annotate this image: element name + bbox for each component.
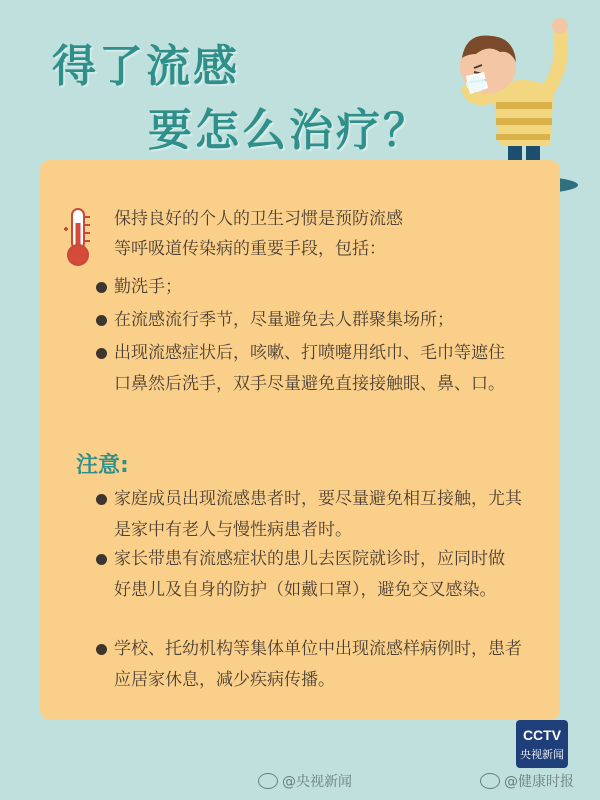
measure-item bbox=[96, 305, 526, 336]
measure-text: 勤洗手； bbox=[114, 277, 182, 297]
intro-line2: 等呼吸道传染病的重要手段，包括： bbox=[114, 239, 386, 259]
page-title-line2: 要怎么治疗？ bbox=[148, 105, 430, 156]
notice-text: 家长带患有流感症状的患儿去医院就诊时，应同时做好患儿及自身的防护（如戴口罩），避免交叉感染。 bbox=[114, 549, 505, 600]
bullet-dot bbox=[96, 554, 107, 565]
weibo-icon bbox=[258, 773, 278, 789]
notice-text: 家庭成员出现流感患者时，要尽量避免相互接触，尤其是家中有老人与慢性病患者时。 bbox=[114, 489, 522, 540]
watermark-right-text: @健康时报 bbox=[504, 774, 574, 790]
notice-item bbox=[96, 544, 516, 606]
measure-item bbox=[96, 272, 516, 303]
measure-item bbox=[96, 338, 516, 400]
cctv-logo bbox=[516, 720, 568, 768]
bullet-dot bbox=[96, 282, 107, 293]
bullet-dot bbox=[96, 348, 107, 359]
watermark-right bbox=[480, 771, 574, 791]
bullet-dot bbox=[96, 644, 107, 655]
notice-text: 学校、托幼机构等集体单位中出现流感样病例时，患者应居家休息，减少疾病传播。 bbox=[114, 639, 522, 690]
watermark-left bbox=[258, 771, 352, 791]
notice-item bbox=[96, 634, 524, 696]
watermark-left-text: @央视新闻 bbox=[282, 774, 352, 790]
bullet-dot bbox=[96, 494, 107, 505]
page-title-line1: 得了流感 bbox=[52, 41, 240, 92]
measure-text: 出现流感症状后，咳嗽、打喷嚏用纸巾、毛巾等遮住口鼻然后洗手，双手尽量避免直接接触眼、鼻、口。 bbox=[114, 343, 505, 394]
notice-heading: 注意: bbox=[76, 453, 129, 478]
thermometer-icon bbox=[60, 207, 96, 269]
intro-line1: 保持良好的个人的卫生习惯是预防流感 bbox=[114, 209, 403, 229]
weibo-icon bbox=[480, 773, 500, 789]
cctv-logo-caption: 央视新闻 bbox=[520, 748, 564, 761]
bullet-dot bbox=[96, 315, 107, 326]
notice-item bbox=[96, 484, 524, 546]
measure-text: 在流感流行季节，尽量避免去人群聚集场所； bbox=[114, 310, 454, 330]
cctv-logo-mark: CCTV bbox=[522, 727, 562, 743]
